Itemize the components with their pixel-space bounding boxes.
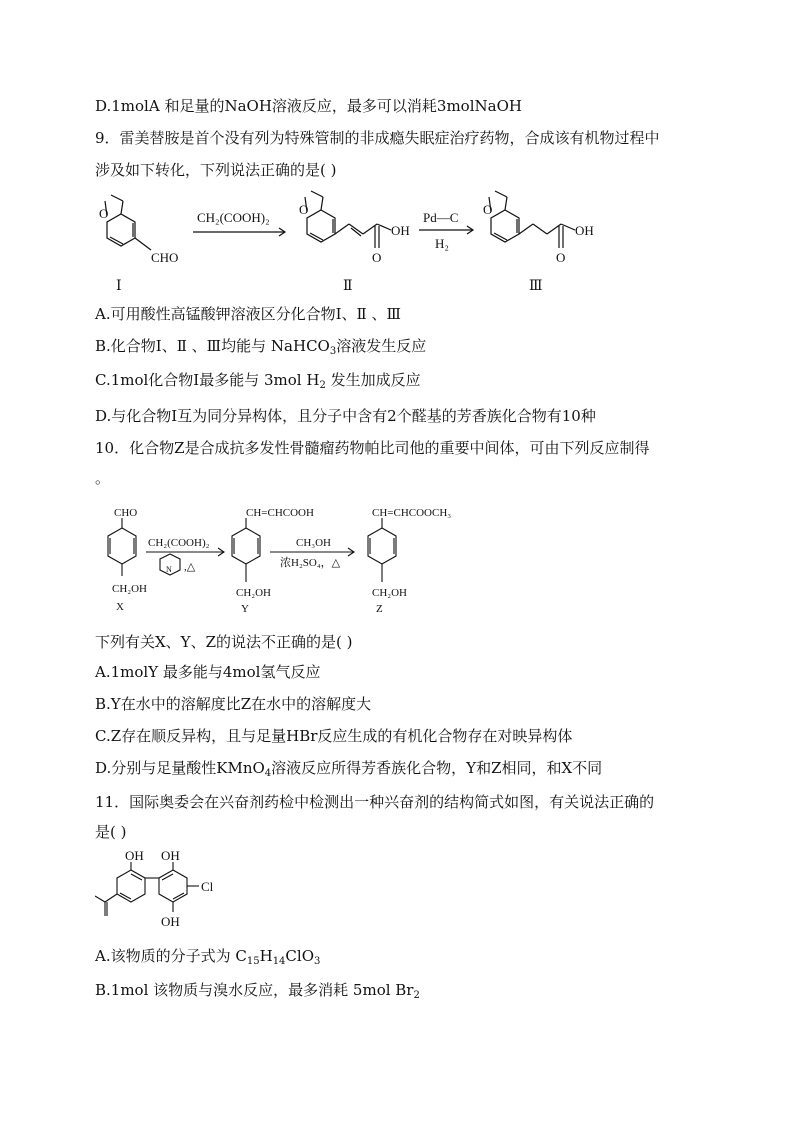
q9-compound-1-structure [105, 195, 151, 250]
q9-reagent2-bottom: H₂ [435, 236, 449, 251]
q9-stem-line1: 9．雷美替胺是首个没有列为特殊管制的非成瘾失眠症治疗药物，合成该有机物过程中 [95, 129, 660, 147]
q10-stem-line1: 10．化合物Z是合成抗多发性骨髓瘤药物帕比司他的重要中间体，可由下列反应制得 [95, 439, 650, 457]
q10-x-bottom: CH₂OH [112, 583, 148, 595]
q9-cpd3-o: O [556, 250, 566, 265]
q11-cl: Cl [201, 879, 214, 894]
q9-reagent2-top: Pd—C [423, 210, 459, 225]
q10-option-c: C.Z存在顺反异构，且与足量HBr反应生成的有机化合物存在对映异构体 [95, 727, 573, 745]
q9-compound-2-structure [305, 191, 391, 248]
q9-stem-line2: 涉及如下转化，下列说法正确的是( ) [95, 161, 337, 179]
q9-option-c: C.1mol化合物Ⅰ最多能与 3mol $H_2$ 发生加成反应 [95, 371, 421, 391]
q9-cpd2-o: O [372, 250, 382, 265]
q9-reaction-scheme [95, 186, 615, 298]
q11-oh3: OH [161, 914, 180, 929]
q10-x-label: X [116, 601, 124, 613]
q9-cpd1-cho: CHO [151, 250, 179, 265]
q10-y-label: Y [241, 603, 249, 615]
q9-compound-3-structure [489, 191, 575, 248]
q9-cpd3-ring-o: O [483, 202, 493, 217]
q10-reagent1-heat: ,△ [184, 561, 196, 573]
q10-pyridine-n: N [166, 565, 172, 574]
q9-option-a: A.可用酸性高锰酸钾溶液区分化合物Ⅰ、Ⅱ 、Ⅲ [95, 305, 401, 323]
q10-reagent2-bottom: 浓H₂SO₄，△ [280, 557, 341, 569]
q9-option-d: D.与化合物Ⅰ互为同分异构体，且分子中含有2个醛基的芳香族化合物有10种 [95, 407, 596, 425]
q10-z-label: Z [376, 603, 383, 615]
q10-x-top: CHO [114, 507, 138, 519]
q11-option-b: B.1mol 该物质与溴水反应，最多消耗 5mol $Br_2$ [95, 981, 420, 1001]
q10-stem-line2: 。 [95, 469, 111, 487]
q9-cpd2-label: Ⅱ [343, 279, 353, 294]
q10-reaction-scheme [100, 502, 480, 620]
q11-stem-line2: 是( ) [95, 823, 127, 841]
q10-option-a: A.1molY 最多能与4mol氢气反应 [95, 663, 321, 681]
q10-y-bottom: CH₂OH [236, 587, 272, 599]
q10-option-d: D.分别与足量酸性KMnO$_4$溶液反应所得芳香族化合物，Y和Z相同，和X不同 [95, 759, 603, 779]
q9-cpd2-ring-o: O [299, 202, 309, 217]
q9-cpd3-oh: OH [575, 223, 594, 238]
q9-option-b: B.化合物Ⅰ、Ⅱ 、Ⅲ均能与 NaHCO$_3$溶液发生反应 [95, 337, 427, 357]
q11-option-a: A.该物质的分子式为 $C_{15}H_{14}ClO_3$ [95, 947, 321, 967]
q10-reagent1: CH₂(COOH)₂ [148, 537, 210, 549]
q10-z-top: CH=CHCOOCH₃ [372, 507, 452, 519]
q11-oh2: OH [161, 848, 180, 863]
q8-option-d: D.1molA 和足量的NaOH溶液反应，最多可以消耗3molNaOH [95, 97, 522, 115]
q10-z-bottom: CH₂OH [372, 587, 408, 599]
q10-y-top: CH=CHCOOH [246, 507, 314, 519]
q10-question: 下列有关X、Y、Z的说法不正确的是( ) [95, 633, 353, 651]
q11-stem-line1: 11．国际奥委会在兴奋剂药检中检测出一种兴奋剂的结构简式如图，有关说法正确的 [95, 793, 655, 811]
q9-cpd2-oh: OH [391, 223, 410, 238]
q11-oh1: OH [125, 848, 144, 863]
q9-cpd1-label: Ⅰ [116, 279, 122, 294]
q10-option-b: B.Y在水中的溶解度比Z在水中的溶解度大 [95, 695, 372, 713]
q9-reagent1: CH₂(COOH)₂ [197, 210, 270, 225]
q11-structure [95, 848, 235, 932]
q10-reagent2-top: CH₃OH [296, 537, 332, 549]
q9-cpd1-ring-o: O [99, 206, 109, 221]
q9-cpd3-label: Ⅲ [529, 279, 543, 294]
